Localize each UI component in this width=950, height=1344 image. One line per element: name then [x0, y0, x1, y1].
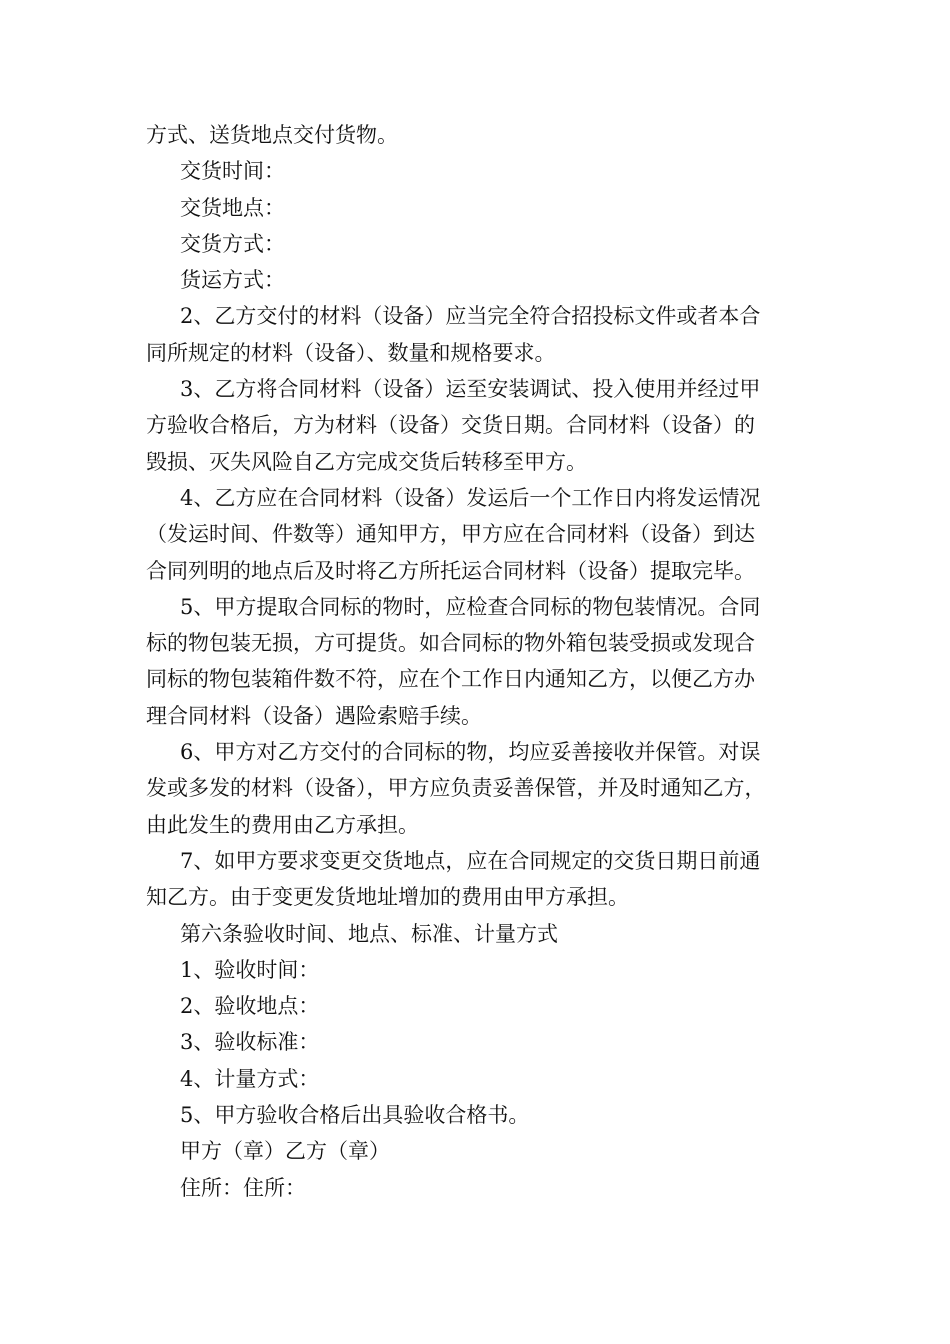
paragraph-line: 标的物包装无损，方可提货。如合同标的物外箱包装受损或发现合 [146, 631, 755, 656]
paragraph-line: 发或多发的材料（设备），甲方应负责妥善保管，并及时通知乙方， [146, 776, 766, 801]
paragraph-line: 同所规定的材料（设备）、数量和规格要求。 [146, 340, 556, 365]
paragraph [146, 916, 801, 952]
paragraph-line: 4、乙方应在合同材料（设备）发运后一个工作日内将发运情况 [180, 485, 761, 510]
paragraph [146, 298, 801, 371]
paragraph-line: 由此发生的费用由乙方承担。 [146, 812, 419, 837]
paragraph [146, 117, 801, 153]
paragraph-line: 3、验收标准： [180, 1030, 320, 1055]
paragraph-line: 交货地点： [180, 195, 285, 220]
paragraph-line: 交货方式： [180, 231, 285, 256]
paragraph-line: 1、验收时间： [180, 957, 320, 982]
paragraph-line: 合同列明的地点后及时将乙方所托运合同材料（设备）提取完毕。 [146, 558, 755, 583]
paragraph [146, 952, 801, 988]
paragraph-line: 6、甲方对乙方交付的合同标的物，均应妥善接收并保管。对误 [180, 740, 761, 765]
paragraph [146, 1133, 801, 1169]
paragraph [146, 1097, 801, 1133]
paragraph-line: 理合同材料（设备）遇险索赔手续。 [146, 703, 482, 728]
paragraph [146, 480, 801, 589]
paragraph-line: 方式、送货地点交付货物。 [146, 123, 398, 147]
paragraph-line: 2、验收地点： [180, 994, 320, 1019]
paragraph [146, 262, 801, 298]
paragraph-line: 7、如甲方要求变更交货地点，应在合同规定的交货日期日前通 [180, 848, 761, 873]
paragraph-line: 毁损、灭失风险自乙方完成交货后转移至甲方。 [146, 449, 587, 474]
paragraph [146, 190, 801, 226]
paragraph [146, 1170, 801, 1206]
document-body [146, 117, 801, 1206]
paragraph-line: 住所：住所： [180, 1175, 306, 1200]
paragraph-line: （发运时间、件数等）通知甲方，甲方应在合同材料（设备）到达 [146, 522, 755, 547]
paragraph-line: 甲方（章）乙方（章） [180, 1139, 390, 1164]
paragraph-line: 交货时间： [180, 159, 285, 184]
paragraph [146, 1024, 801, 1060]
paragraph-line: 2、乙方交付的材料（设备）应当完全符合招投标文件或者本合 [180, 304, 761, 329]
paragraph [146, 988, 801, 1024]
paragraph-line: 方验收合格后，方为材料（设备）交货日期。合同材料（设备）的 [146, 413, 755, 438]
paragraph [146, 734, 801, 843]
paragraph-line: 同标的物包装箱件数不符，应在个工作日内通知乙方，以便乙方办 [146, 667, 755, 692]
paragraph [146, 226, 801, 262]
paragraph-line: 4、计量方式： [180, 1066, 320, 1091]
paragraph [146, 843, 801, 916]
paragraph-line: 知乙方。由于变更发货地址增加的费用由甲方承担。 [146, 885, 629, 910]
paragraph [146, 589, 801, 734]
paragraph-line: 5、甲方验收合格后出具验收合格书。 [180, 1103, 530, 1128]
paragraph-line: 5、甲方提取合同标的物时，应检查合同标的物包装情况。合同 [180, 594, 761, 619]
paragraph-line: 第六条验收时间、地点、标准、计量方式 [180, 921, 558, 946]
paragraph-line: 货运方式： [180, 268, 285, 293]
paragraph [146, 371, 801, 480]
paragraph [146, 1061, 801, 1097]
paragraph [146, 153, 801, 189]
paragraph-line: 3、乙方将合同材料（设备）运至安装调试、投入使用并经过甲 [180, 377, 761, 402]
